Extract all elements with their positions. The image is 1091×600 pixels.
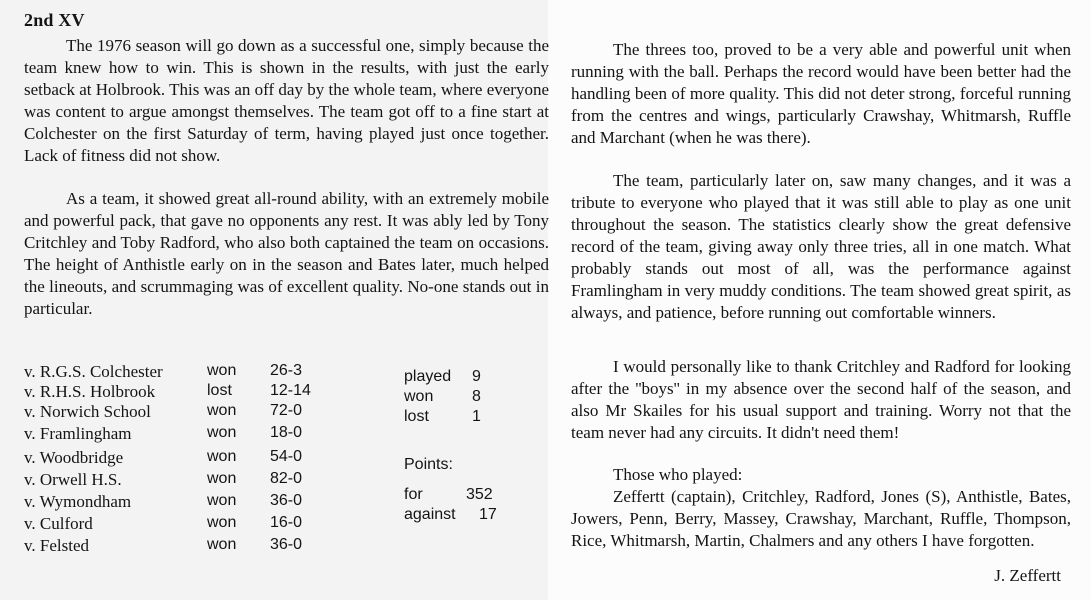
against-label: against: [404, 506, 456, 523]
result-row: [24, 470, 354, 492]
against-value: 17: [479, 506, 497, 523]
match-score: 18-0: [270, 424, 303, 441]
match-result: won: [207, 424, 237, 441]
opponent: v. Woodbridge: [24, 448, 124, 467]
paragraph: The threes too, proved to be a very able and powerful unit when running with the ball. Perhaps the record would have been better had the handling been of more quality. This did not deter strong, forceful running from the centres and wings, particularly Crawshay, Whitmarsh, Ruffle and Marchant (when he was there).: [571, 40, 1071, 147]
result-row: [24, 362, 354, 384]
author-signature: J. Zeffertt: [994, 566, 1061, 585]
won-label: won: [404, 388, 434, 405]
match-score: 26-3: [270, 362, 303, 379]
opponent: v. Norwich School: [24, 402, 151, 421]
section-heading: 2nd XV: [24, 10, 85, 30]
paragraph: The team, particularly later on, saw many changes, and it was a tribute to everyone who played that it was still able to play as one unit throughout the season. The statistics clearly show the great defensive record of the team, giving away only three tries, all in one match. What probably stands out most of all, was the performance against Framlingham in very muddy conditions. The team showed great spirit, as always, and patience, before running out comfortable winners.: [571, 171, 1071, 322]
won-value: 8: [472, 388, 481, 405]
match-score: 72-0: [270, 402, 303, 419]
match-result: lost: [207, 382, 232, 399]
opponent: v. Wymondham: [24, 492, 132, 511]
played-value: 9: [472, 368, 481, 385]
match-score: 36-0: [270, 492, 303, 509]
opponent: v. R.H.S. Holbrook: [24, 382, 156, 401]
opponent: v. Felsted: [24, 536, 90, 555]
result-row: [24, 448, 354, 470]
match-result: won: [207, 448, 237, 465]
match-score: 82-0: [270, 470, 303, 487]
points-label: Points:: [404, 456, 453, 473]
lost-value: 1: [472, 408, 481, 425]
match-score: 36-0: [270, 536, 303, 553]
match-result: won: [207, 514, 237, 531]
opponent: v. Culford: [24, 514, 93, 533]
opponent: v. Framlingham: [24, 424, 132, 443]
lost-label: lost: [404, 408, 429, 425]
paragraph: As a team, it showed great all-round ability, with an extremely mobile and powerful pack, that gave no opponents any rest. It was ably led by Tony Critchley and Toby Radford, who also both captained the team on occasions. The height of Anthistle early on in the season and Bates later, much helped the lineouts, and scrummaging was of excellent quality. No-one stands out in particular.: [24, 189, 549, 318]
players-list: Zeffertt (captain), Critchley, Radford, Jones (S), Anthistle, Bates, Jowers, Penn, Berry, Massey, Crawshay, Marchant, Ruffle, Thompson, Rice, Whitmarsh, Martin, Chalmers and any others I have forgotten.: [571, 487, 1071, 550]
played-label: played: [404, 368, 452, 385]
players-heading: Those who played:: [613, 465, 743, 484]
opponent: v. R.G.S. Colchester: [24, 362, 163, 381]
match-score: 16-0: [270, 514, 303, 531]
result-row: [24, 424, 354, 446]
result-row: [24, 536, 354, 558]
result-row: [24, 382, 354, 404]
for-value: 352: [466, 486, 493, 503]
result-row: [24, 492, 354, 514]
paragraph: I would personally like to thank Critchley and Radford for looking after the ''boys'' in my absence over the second half of the season, and also Mr Skailes for his usual support and training. Worry not that the team never had any circuits. It didn't need them!: [571, 357, 1071, 442]
result-row: [24, 402, 354, 424]
match-result: won: [207, 362, 237, 379]
match-result: won: [207, 536, 237, 553]
match-result: won: [207, 402, 237, 419]
for-label: for: [404, 486, 423, 503]
opponent: v. Orwell H.S.: [24, 470, 122, 489]
match-result: won: [207, 492, 237, 509]
paragraph: The 1976 season will go down as a successful one, simply because the team knew how to win. This is shown in the results, with just the early setback at Holbrook. This was an off day by the whole team, where everyone was content to argue amongst themselves. The team got off to a fine start at Colchester on the first Saturday of term, having played just once together. Lack of fitness did not show.: [24, 36, 549, 165]
match-result: won: [207, 470, 237, 487]
match-score: 54-0: [270, 448, 303, 465]
result-row: [24, 514, 354, 536]
match-score: 12-14: [270, 382, 311, 399]
